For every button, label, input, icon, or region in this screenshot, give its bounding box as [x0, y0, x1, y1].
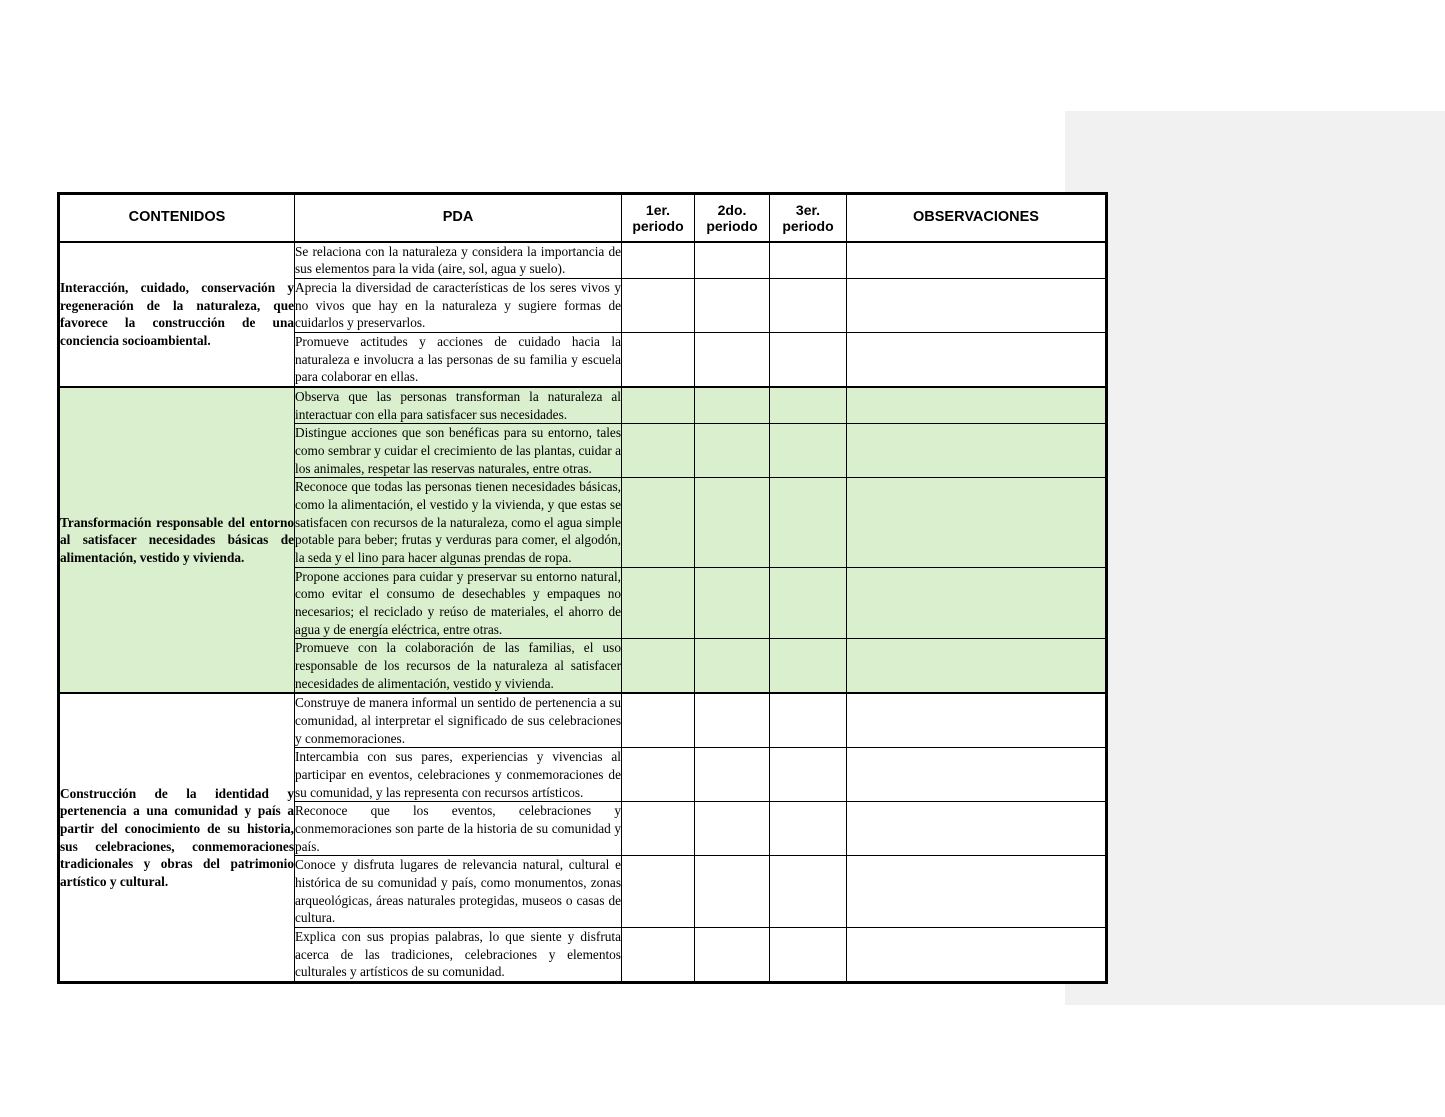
header-row: [59, 194, 1107, 242]
pda-cell: Propone acciones para cuidar y preservar su entorno natural, como evitar el consumo de desechables y empaques no necesarios; el reciclado y reúso de materiales, el ahorro de agua y de energía eléctrica, entre otras.: [295, 567, 622, 639]
cell-observaciones[interactable]: [847, 387, 1107, 424]
cell-periodo-2[interactable]: [695, 856, 770, 928]
cell-periodo-3[interactable]: [770, 242, 847, 279]
header-periodo-3: [770, 194, 847, 242]
header-observaciones: OBSERVACIONES: [847, 194, 1107, 242]
pda-cell: Promueve con la colaboración de las familias, el uso responsable de los recursos de la naturaleza al satisfacer necesidades de alimentación, vestido y vivienda.: [295, 639, 622, 694]
cell-observaciones[interactable]: [847, 278, 1107, 332]
cell-periodo-1[interactable]: [622, 693, 695, 748]
cell-observaciones[interactable]: [847, 693, 1107, 748]
pda-cell: Observa que las personas transforman la naturaleza al interactuar con ella para satisfacer sus necesidades.: [295, 387, 622, 424]
pda-cell: Explica con sus propias palabras, lo que siente y disfruta acerca de las tradiciones, celebraciones y elementos culturales y artísticos de su comunidad.: [295, 928, 622, 983]
cell-observaciones[interactable]: [847, 332, 1107, 387]
cell-periodo-1[interactable]: [622, 802, 695, 856]
cell-observaciones[interactable]: [847, 856, 1107, 928]
cell-periodo-3[interactable]: [770, 802, 847, 856]
cell-periodo-3[interactable]: [770, 332, 847, 387]
rubric-table-container: [57, 192, 1105, 984]
cell-periodo-3[interactable]: [770, 639, 847, 694]
cell-periodo-2[interactable]: [695, 478, 770, 567]
header-periodo-2-line1: 2do.: [717, 201, 747, 218]
table-row: [59, 387, 1107, 424]
cell-periodo-1[interactable]: [622, 928, 695, 983]
contenido-cell: Transformación responsable del entorno al satisfacer necesidades básicas de alimentación, vestido y vivienda.: [59, 387, 295, 693]
cell-periodo-2[interactable]: [695, 748, 770, 802]
cell-observaciones[interactable]: [847, 567, 1107, 639]
rubric-table: [57, 192, 1108, 984]
header-periodo-3-line1: 3er.: [795, 201, 821, 218]
cell-observaciones[interactable]: [847, 424, 1107, 478]
cell-periodo-3[interactable]: [770, 478, 847, 567]
cell-periodo-2[interactable]: [695, 928, 770, 983]
header-periodo-1-line2: periodo: [632, 217, 684, 234]
cell-periodo-2[interactable]: [695, 332, 770, 387]
cell-periodo-2[interactable]: [695, 567, 770, 639]
cell-periodo-2[interactable]: [695, 242, 770, 279]
pda-cell: Reconoce que los eventos, celebraciones y conmemoraciones son parte de la historia de su comunidad y país.: [295, 802, 622, 856]
table-header: [59, 194, 1107, 242]
header-periodo-2: [695, 194, 770, 242]
header-periodo-2-line2: periodo: [706, 217, 758, 234]
cell-periodo-3[interactable]: [770, 387, 847, 424]
cell-periodo-1[interactable]: [622, 748, 695, 802]
cell-periodo-3[interactable]: [770, 278, 847, 332]
table-row: [59, 693, 1107, 748]
cell-observaciones[interactable]: [847, 639, 1107, 694]
cell-periodo-1[interactable]: [622, 567, 695, 639]
cell-periodo-2[interactable]: [695, 424, 770, 478]
cell-periodo-2[interactable]: [695, 802, 770, 856]
pda-cell: Intercambia con sus pares, experiencias y vivencias al participar en eventos, celebraciones y conmemoraciones de su comunidad, y las representa con recursos artísticos.: [295, 748, 622, 802]
cell-periodo-2[interactable]: [695, 387, 770, 424]
cell-periodo-2[interactable]: [695, 278, 770, 332]
cell-periodo-3[interactable]: [770, 567, 847, 639]
header-periodo-1-line1: 1er.: [645, 201, 671, 218]
cell-periodo-1[interactable]: [622, 387, 695, 424]
cell-observaciones[interactable]: [847, 478, 1107, 567]
cell-periodo-1[interactable]: [622, 424, 695, 478]
cell-periodo-3[interactable]: [770, 856, 847, 928]
cell-periodo-1[interactable]: [622, 278, 695, 332]
right-gray-panel: [1065, 111, 1445, 1005]
cell-periodo-1[interactable]: [622, 478, 695, 567]
cell-periodo-3[interactable]: [770, 424, 847, 478]
cell-periodo-3[interactable]: [770, 928, 847, 983]
cell-periodo-2[interactable]: [695, 693, 770, 748]
cell-observaciones[interactable]: [847, 802, 1107, 856]
cell-periodo-1[interactable]: [622, 242, 695, 279]
table-row: [59, 242, 1107, 279]
cell-periodo-1[interactable]: [622, 639, 695, 694]
pda-cell: Distingue acciones que son benéficas para su entorno, tales como sembrar y cuidar el crecimiento de las plantas, cuidar a los animales, respetar las reservas naturales, entre otras.: [295, 424, 622, 478]
contenido-cell: Interacción, cuidado, conservación y regeneración de la naturaleza, que favorece la construcción de una conciencia socioambiental.: [59, 242, 295, 387]
pda-cell: Aprecia la diversidad de características de los seres vivos y no vivos que hay en la naturaleza y sugiere formas de cuidarlos y preservarlos.: [295, 278, 622, 332]
header-periodo-1: [622, 194, 695, 242]
cell-periodo-3[interactable]: [770, 748, 847, 802]
cell-periodo-1[interactable]: [622, 856, 695, 928]
pda-cell: Promueve actitudes y acciones de cuidado hacia la naturaleza e involucra a las personas de su familia y escuela para colaborar en ellas.: [295, 332, 622, 387]
cell-observaciones[interactable]: [847, 928, 1107, 983]
header-contenidos: CONTENIDOS: [59, 194, 295, 242]
pda-cell: Construye de manera informal un sentido de pertenencia a su comunidad, al interpretar el significado de sus celebraciones y conmemoraciones.: [295, 693, 622, 748]
table-body: [59, 242, 1107, 983]
pda-cell: Se relaciona con la naturaleza y considera la importancia de sus elementos para la vida (aire, sol, agua y suelo).: [295, 242, 622, 279]
cell-periodo-2[interactable]: [695, 639, 770, 694]
cell-observaciones[interactable]: [847, 748, 1107, 802]
cell-observaciones[interactable]: [847, 242, 1107, 279]
cell-periodo-1[interactable]: [622, 332, 695, 387]
pda-cell: Conoce y disfruta lugares de relevancia natural, cultural e histórica de su comunidad y país, como monumentos, zonas arqueológicas, áreas naturales protegidas, museos o casas de cultura.: [295, 856, 622, 928]
cell-periodo-3[interactable]: [770, 693, 847, 748]
pda-cell: Reconoce que todas las personas tienen necesidades básicas, como la alimentación, el vestido y la vivienda, y que estas se satisfacen con recursos de la naturaleza, como el agua simple potable para beber; frutas y verduras para comer, el algodón, la seda y el lino para hacer algunas prendas de ropa.: [295, 478, 622, 567]
header-pda: PDA: [295, 194, 622, 242]
header-periodo-3-line2: periodo: [782, 217, 834, 234]
contenido-cell: Construcción de la identidad y pertenencia a una comunidad y país a partir del conocimiento de su historia, sus celebraciones, conmemoraciones tradicionales y obras del patrimonio artístico y cultural.: [59, 693, 295, 982]
